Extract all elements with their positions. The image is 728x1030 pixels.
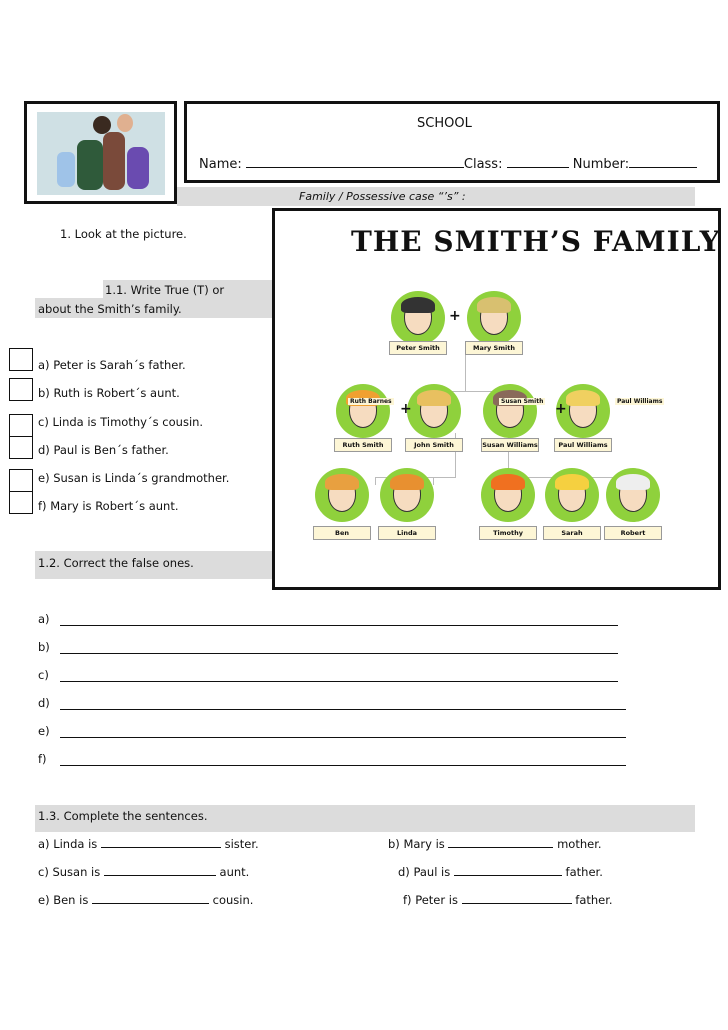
member-portrait (481, 468, 535, 522)
exercise-1-3-banner (35, 805, 695, 832)
statement: f) Mary is Robert´s aunt. (38, 499, 179, 513)
number-label: Number: (572, 157, 630, 172)
hair (325, 474, 359, 490)
member-name-label: Susan Williams (481, 438, 539, 452)
member-name-label: Mary Smith (465, 341, 523, 355)
correction-line[interactable] (60, 625, 618, 626)
sentence-start: a) Linda is (38, 837, 98, 851)
member-name-label: Paul Williams (554, 438, 612, 452)
plus-sign: + (449, 308, 461, 324)
correction-line[interactable] (60, 681, 618, 682)
correction-letter: b) (38, 640, 50, 654)
correction-letter: a) (38, 612, 50, 626)
correction-letter: c) (38, 668, 49, 682)
member-name-label: Peter Smith (389, 341, 447, 355)
member-portrait (336, 384, 390, 438)
student-info-box (184, 101, 720, 183)
tree-connector (375, 477, 376, 485)
sentence-start: e) Ben is (38, 893, 89, 907)
topic-banner (177, 187, 695, 206)
complete-sentence (38, 893, 253, 907)
correction-letter: e) (38, 724, 50, 738)
family-photo (24, 101, 177, 204)
exercise-1-3-title: 1.3. Complete the sentences. (38, 809, 208, 823)
sentence-start: b) Mary is (388, 837, 445, 851)
sentence-blank[interactable] (448, 837, 553, 848)
hair (491, 474, 525, 490)
complete-sentence (38, 837, 259, 851)
sentence-blank[interactable] (454, 865, 562, 876)
sentence-end: father. (575, 893, 613, 907)
sentence-end: mother. (557, 837, 602, 851)
sentence-blank[interactable] (104, 865, 216, 876)
maiden-name-label: Susan Smith (501, 398, 544, 405)
member-name-label: Linda (378, 526, 436, 540)
hair (566, 390, 600, 406)
sentence-blank[interactable] (462, 893, 572, 904)
hair (477, 297, 511, 313)
class-label: Class: (463, 157, 503, 172)
member-portrait (315, 468, 369, 522)
member-portrait (467, 291, 521, 345)
sentence-end: cousin. (212, 893, 254, 907)
answer-box-a[interactable] (9, 348, 33, 371)
answer-box-b[interactable] (9, 378, 33, 401)
member-portrait (483, 384, 537, 438)
sentence-end: aunt. (219, 865, 250, 879)
member-portrait (407, 384, 461, 438)
hair (417, 390, 451, 406)
maiden-name-label: Paul Williams (617, 398, 663, 405)
statement: c) Linda is Timothy´s cousin. (38, 415, 204, 429)
hair (390, 474, 424, 490)
sentence-end: sister. (224, 837, 259, 851)
topic-text: Family / Possessive case “’s” : (299, 190, 466, 203)
name-field[interactable] (246, 157, 464, 168)
class-field[interactable] (507, 157, 569, 168)
family-tree-title: THE SMITH’S FAMILY (351, 225, 721, 258)
sentence-blank[interactable] (92, 893, 209, 904)
complete-sentence (388, 837, 602, 851)
complete-sentence (403, 893, 613, 907)
answer-box-c[interactable] (9, 414, 33, 437)
sentence-start: c) Susan is (38, 865, 101, 879)
maiden-name-label: Ruth Barnes (350, 398, 392, 405)
answer-box-f[interactable] (9, 491, 33, 514)
school-label: SCHOOL (417, 116, 472, 131)
hair (401, 297, 435, 313)
statement: b) Ruth is Robert´s aunt. (38, 386, 180, 400)
hair (616, 474, 650, 490)
correction-line[interactable] (60, 709, 626, 710)
correction-letter: f) (38, 752, 47, 766)
exercise-1-2-banner (35, 551, 273, 579)
member-name-label: Ruth Smith (334, 438, 392, 452)
correction-letter: d) (38, 696, 50, 710)
statement: a) Peter is Sarah´s father. (38, 358, 186, 372)
tree-connector (433, 477, 434, 485)
answer-box-e[interactable] (9, 469, 33, 492)
complete-sentence (38, 865, 249, 879)
member-name-label: Ben (313, 526, 371, 540)
name-class-number-line (199, 157, 697, 172)
statement: e) Susan is Linda´s grandmother. (38, 471, 230, 485)
plus-sign: + (555, 401, 567, 417)
number-field[interactable] (629, 157, 697, 168)
member-name-label: Robert (604, 526, 662, 540)
member-portrait (606, 468, 660, 522)
hair (555, 474, 589, 490)
name-label: Name: (199, 157, 242, 172)
member-portrait (391, 291, 445, 345)
sentence-start: f) Peter is (403, 893, 458, 907)
section-1-title: 1. Look at the picture. (60, 227, 187, 241)
exercise-1-1-title: 1.1. Write True (T) or (105, 283, 225, 297)
sentence-start: d) Paul is (398, 865, 451, 879)
sentence-end: father. (565, 865, 603, 879)
member-name-label: Timothy (479, 526, 537, 540)
correction-line[interactable] (60, 653, 618, 654)
family-tree-picture (272, 208, 721, 590)
member-name-label: Sarah (543, 526, 601, 540)
exercise-1-1-subtitle: about the Smith’s family. (38, 302, 182, 316)
answer-box-d[interactable] (9, 436, 33, 459)
plus-sign: + (400, 401, 412, 417)
complete-sentence (398, 865, 603, 879)
correction-line[interactable] (60, 765, 626, 766)
sentence-blank[interactable] (101, 837, 221, 848)
correction-line[interactable] (60, 737, 626, 738)
member-portrait (380, 468, 434, 522)
statement: d) Paul is Ben´s father. (38, 443, 169, 457)
exercise-1-2-title: 1.2. Correct the false ones. (38, 556, 194, 570)
member-portrait (545, 468, 599, 522)
member-name-label: John Smith (405, 438, 463, 452)
